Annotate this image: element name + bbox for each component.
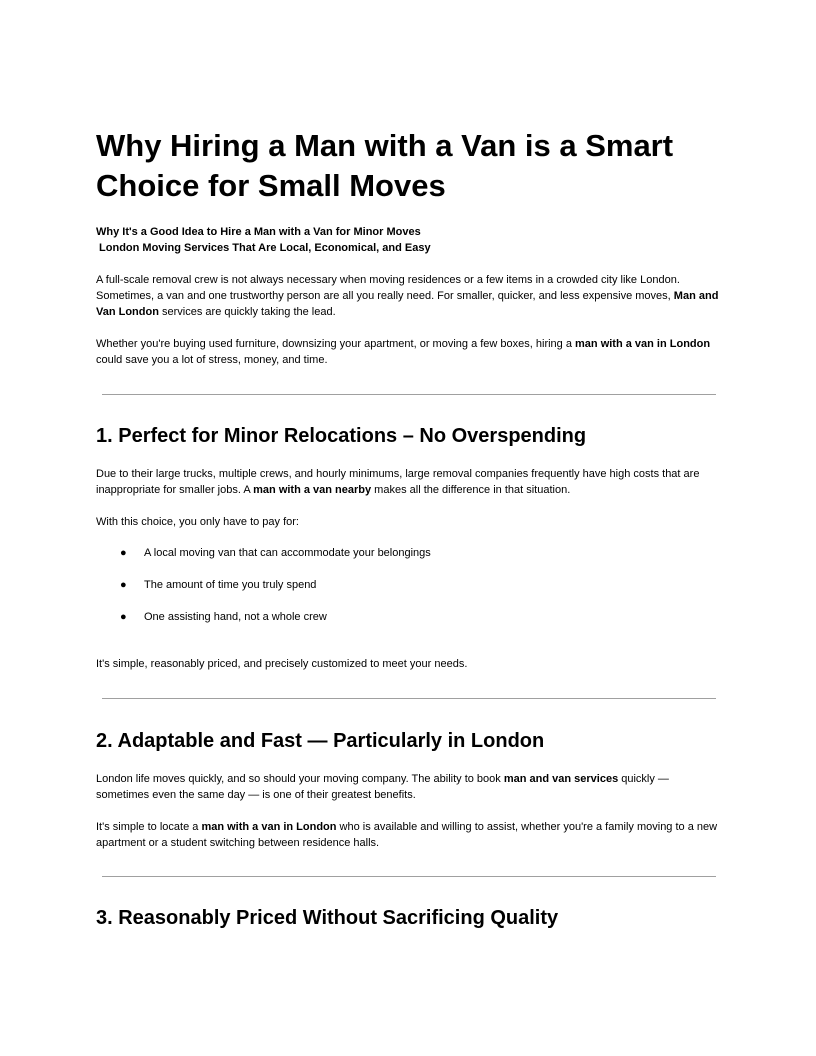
list-item-text: One assisting hand, not a whole crew: [144, 611, 327, 623]
bullet-dot-icon: ●: [120, 579, 127, 591]
section-1-paragraph-2: With this choice, you only have to pay for:: [96, 516, 299, 528]
section-1-p1-text-a: Due to their large trucks, multiple crews, and hourly minimums, large removal companies frequently have high costs that are inappropriate for smaller jobs. A: [96, 468, 700, 496]
section-1-paragraph-1: [96, 466, 720, 498]
intro-2-text-c: could save you a lot of stress, money, and time.: [96, 354, 328, 366]
bullet-dot-icon: ●: [120, 611, 127, 623]
intro-paragraph-1: [96, 272, 720, 320]
list-item-text: The amount of time you truly spend: [144, 579, 317, 591]
document-title: Why Hiring a Man with a Van is a Smart Choice for Small Moves: [96, 128, 674, 203]
bullet-dot-icon: ●: [120, 547, 127, 559]
section-2-p1-text-c: quickly — sometimes even the same day — is one of their greatest benefits.: [96, 773, 669, 801]
subtitle-line-1: Why It's a Good Idea to Hire a Man with a Van for Minor Moves: [96, 226, 421, 238]
intro-2-text-a: Whether you're buying used furniture, downsizing your apartment, or moving a few boxes, hiring a: [96, 338, 576, 350]
section-2-p2-bold: man with a van in London: [201, 821, 337, 833]
intro-1-text-a: A full-scale removal crew is not always necessary when moving residences or a few items in a crowded city like London. Sometimes, a van and one trustworthy person are all you really need. For smaller, quicker, and less expensive moves,: [96, 274, 680, 302]
intro-1-bold: Man and Van London: [96, 290, 719, 318]
intro-2-bold: man with a van in London: [575, 338, 711, 350]
section-2-heading: 2. Adaptable and Fast — Particularly in London: [96, 730, 545, 752]
section-2-p1-bold: man and van services: [503, 773, 619, 785]
section-3-heading: 3. Reasonably Priced Without Sacrificing Quality: [96, 907, 559, 929]
section-2-p2-text-c: who is available and willing to assist, whether you're a family moving to a new apartment or a student switching between residence halls.: [96, 821, 718, 849]
list-item-text: A local moving van that can accommodate your belongings: [144, 547, 431, 559]
section-2-paragraph-2: [96, 819, 720, 851]
section-1-p1-text-c: makes all the difference in that situation.: [371, 484, 571, 496]
section-2-paragraph-1: [96, 771, 720, 803]
intro-paragraph-2: [96, 336, 720, 368]
intro-1-text-c: services are quickly taking the lead.: [158, 306, 336, 318]
section-1-p1-bold: man with a van nearby: [253, 484, 372, 496]
section-2-p1-text-a: London life moves quickly, and so should your moving company. The ability to book: [96, 773, 504, 785]
section-2-p2-text-a: It's simple to locate a: [96, 821, 202, 833]
section-1-heading: 1. Perfect for Minor Relocations – No Overspending: [96, 425, 587, 447]
horizontal-rule-1: [102, 394, 716, 395]
section-1-paragraph-3: It's simple, reasonably priced, and precisely customized to meet your needs.: [96, 658, 468, 670]
horizontal-rule-3: [102, 876, 716, 877]
horizontal-rule-2: [102, 698, 716, 699]
subtitle-line-2: London Moving Services That Are Local, Economical, and Easy: [96, 242, 431, 254]
